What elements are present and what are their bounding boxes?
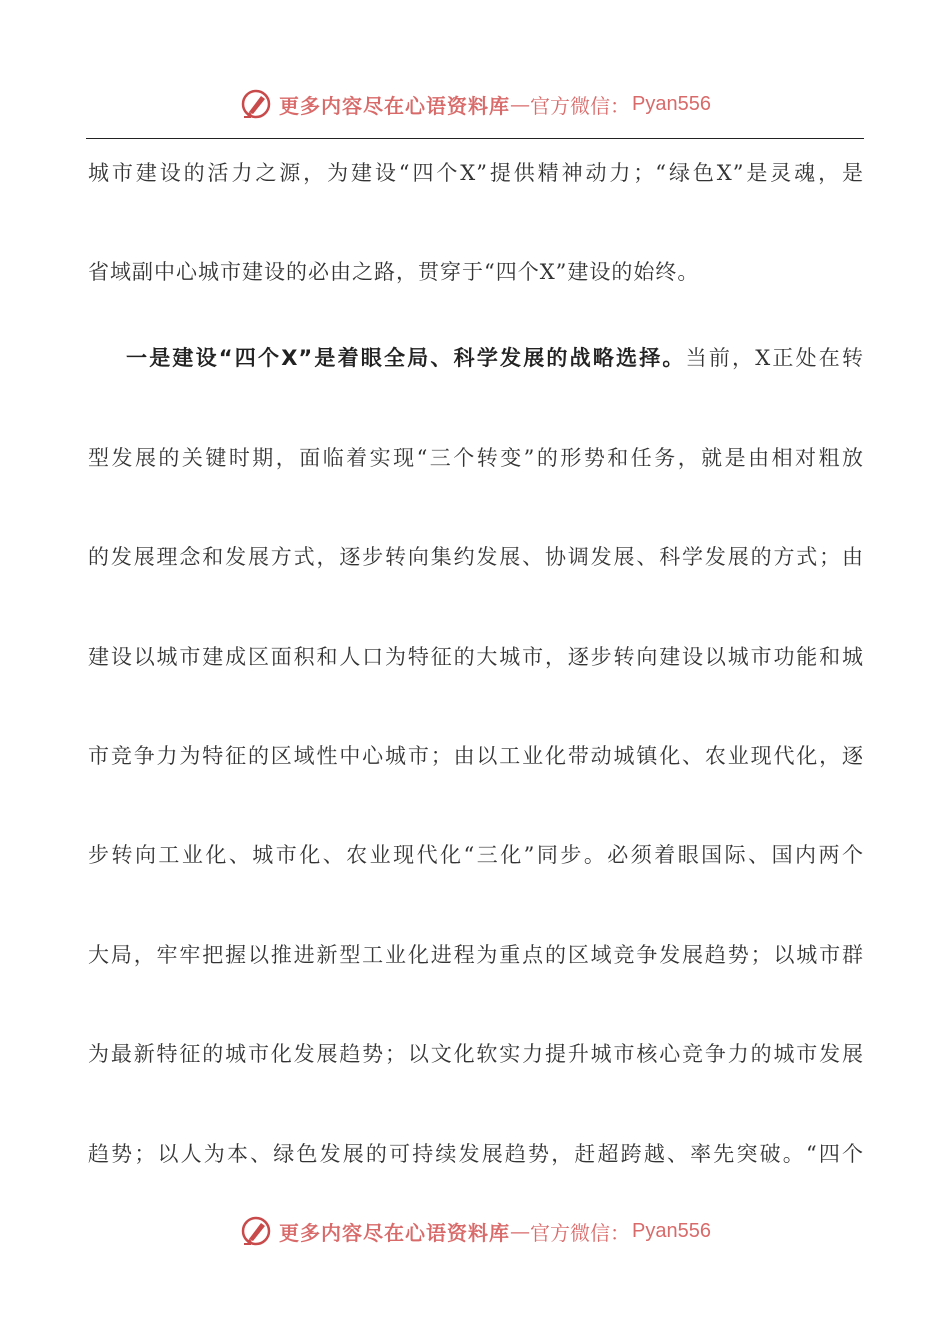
- text-line-9: 大局，牢牢把握以推进新型工业化进程为重点的区域竞争发展趋势；以城市群: [88, 943, 864, 967]
- text-line-7: 市竞争力为特征的区域性中心城市；由以工业化带动城镇化、农业现代化，逐: [88, 744, 864, 768]
- text-line-1: 城市建设的活力之源，为建设“四个X”提供精神动力；“绿色X”是灵魂，是: [88, 161, 864, 185]
- watermark-label: 官方微信：: [530, 93, 631, 118]
- text-line-3: 一是建设“四个X”是着眼全局、科学发展的战略选择。当前，X正处在转: [126, 346, 865, 370]
- pen-nib-circle-icon: [239, 1214, 273, 1248]
- text-line-10: 为最新特征的城市化发展趋势；以文化软实力提升城市核心竞争力的城市发展: [88, 1042, 864, 1066]
- text-line-5: 的发展理念和发展方式，逐步转向集约发展、协调发展、科学发展的方式；由: [88, 545, 864, 569]
- watermark-separator: —: [510, 1219, 531, 1243]
- watermark-brand-text: 更多内容尽在心语资料库: [279, 93, 511, 118]
- watermark-label: 官方微信：: [530, 1220, 631, 1245]
- watermark-account: Pyan556: [632, 1219, 711, 1242]
- header-divider: [86, 138, 864, 139]
- watermark-account: Pyan556: [632, 92, 711, 115]
- header-watermark-banner: [0, 84, 950, 124]
- footer-watermark-banner: [0, 1211, 950, 1251]
- text-line-8: 步转向工业化、城市化、农业现代化“三化”同步。必须着眼国际、国内两个: [88, 843, 864, 867]
- text-line-4: 型发展的关键时期，面临着实现“三个转变”的形势和任务，就是由相对粗放: [88, 446, 864, 470]
- paragraph-lead-heading: 一是建设“四个X”是着眼全局、科学发展的战略选择。: [126, 346, 686, 370]
- pen-nib-circle-icon: [239, 87, 273, 121]
- watermark-separator: —: [510, 92, 531, 116]
- text-line-11: 趋势；以人为本、绿色发展的可持续发展趋势，赶超跨越、率先突破。“四个: [88, 1142, 864, 1166]
- text-line-2: 省域副中心城市建设的必由之路，贯穿于“四个X”建设的始终。: [88, 260, 700, 284]
- text-line-6: 建设以城市建成区面积和人口为特征的大城市，逐步转向建设以城市功能和城: [88, 645, 864, 669]
- watermark-brand-text: 更多内容尽在心语资料库: [279, 1220, 511, 1245]
